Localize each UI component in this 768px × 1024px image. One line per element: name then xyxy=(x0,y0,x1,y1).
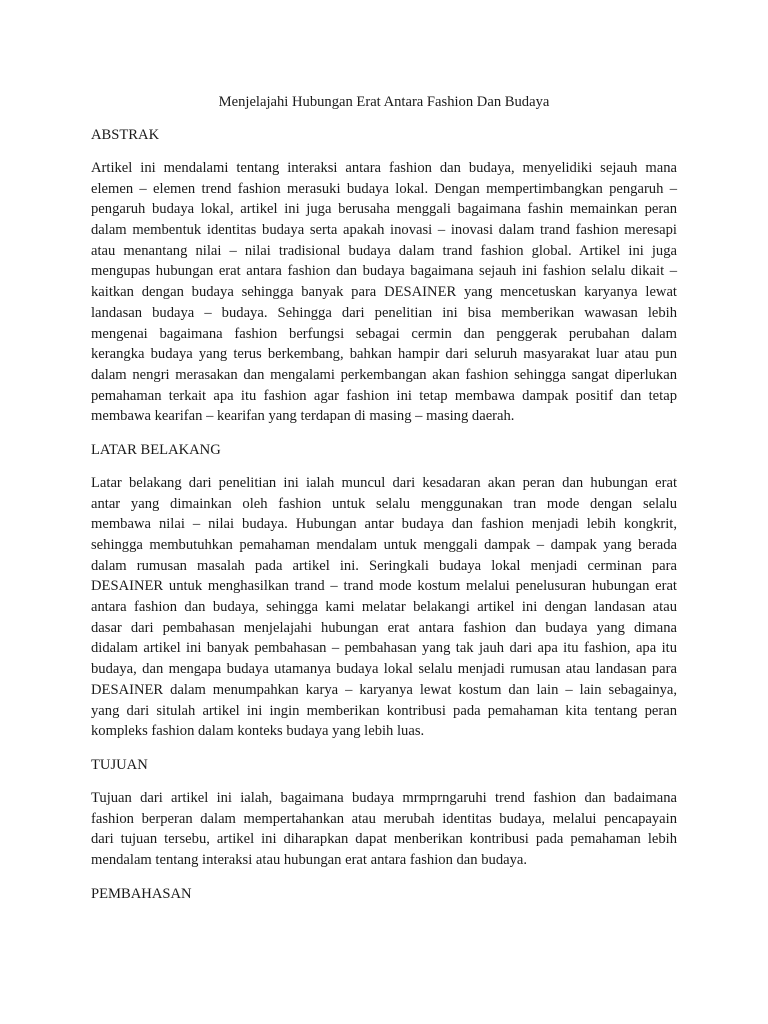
text-line: dari tujuan tersebu, artikel ini diharapkan dapat menberikan kontribusi pada pemahaman lebih xyxy=(91,831,677,848)
section-heading: PEMBAHASAN xyxy=(91,885,192,902)
text-line: dalam membentuk identitas budaya serta apakah inovasi – inovasi dalam trand fashion meresapi xyxy=(91,222,677,239)
text-line: fashion berperan dalam mempertahankan atau merubah identitas budaya, melalui pencapayain xyxy=(91,810,677,827)
section-paragraph xyxy=(91,158,677,427)
text-line: Artikel ini mendalami tentang interaksi antara fashion dan budaya, menyelidiki sejauh mana xyxy=(91,160,677,176)
text-line: didalam artikel ini banyak pembahasan – pembahasan yang tak jauh dari apa itu fashion, apa itu xyxy=(91,640,677,657)
text-line: budaya, dan mengapa budaya utamanya budaya lokal selalu menjadi rumusan atau landasan para xyxy=(91,661,677,678)
text-line: kaitkan dengan budaya sehingga banyak para DESAINER yang mencetuskan karyanya lewat xyxy=(91,284,677,301)
section-heading: LATAR BELAKANG xyxy=(91,441,221,458)
text-line: mengupas hubungan erat antara fashion dan budaya bagaimana sejauh ini fashion selalu dikait – xyxy=(91,263,677,280)
text-line: DESAINER dalam menumpahkan karya – karyanya lewat kostum dan lain – lain sebagainya, xyxy=(91,681,677,698)
text-line: yang dari situlah artikel ini ingin memberikan kontribusi pada pemahaman kita tentang peran xyxy=(91,702,677,719)
section-pembahasan xyxy=(91,884,677,904)
text-line: landasan budaya – budaya. Sehingga dari penelitian ini bisa memberikan wawasan lebih xyxy=(91,304,677,321)
section-paragraph xyxy=(91,473,677,742)
section-tujuan xyxy=(91,755,677,871)
text-line: mengenai bagaimana fashion berfungsi sebagai cermin dan penggerak perubahan dalam xyxy=(91,325,677,342)
text-line: atau menantang nilai – nilai tradisional budaya dalam trand fashion global. Artikel ini juga xyxy=(91,242,677,259)
text-line: dalam nengri merasakan dan mengalami perkembangan akan fashion sehingga sangat diperlukan xyxy=(91,366,677,383)
text-line: membawa kearifan – kearifan yang terdapan di masing – masing daerah. xyxy=(91,408,515,425)
text-line: antara fashion dan budaya, sehingga kami melatar belakangi artikel ini dengan landasan atau xyxy=(91,599,677,616)
text-line: sehingga membutuhkan pemahaman mendalam untuk menggali dampak – dampak yang berada xyxy=(91,537,677,553)
document-page xyxy=(91,92,677,917)
text-line: mendalam tentang interaksi atau hubungan erat antara fashion dan budaya. xyxy=(91,851,528,868)
text-line: Latar belakang dari penelitian ini ialah muncul dari kesadaran akan peran dan hubungan erat xyxy=(91,474,677,491)
text-line: DESAINER untuk menghasilkan trand – trand mode kostum melalui penelusuran hubungan erat xyxy=(91,578,677,595)
text-line: elemen – elemen trend fashion merasuki budaya lokal. Dengan mempertimbangkan pengaruh – xyxy=(91,180,677,197)
section-abstrak xyxy=(91,125,677,427)
text-line: Tujuan dari artikel ini ialah, bagaimana budaya mrmprngaruhi trend fashion dan badaimana xyxy=(91,789,677,806)
text-line: kerangka budaya yang terus berkembang, bahkan hampir dari seluruh masyarakat luar atau pun xyxy=(91,346,677,363)
text-line: antar yang dimainkan oleh fashion untuk selalu menggunakan tran mode dengan selalu xyxy=(91,495,677,512)
text-line: dalam rumusan masalah pada artikel ini. Seringkali budaya lokal menjadi cerminan para xyxy=(91,557,677,574)
text-line: dasar dari pembahasan menjelajahi hubungan erat antara fashion dan budaya yang dimana xyxy=(91,619,677,636)
section-latar-belakang xyxy=(91,440,677,742)
section-heading: TUJUAN xyxy=(91,756,148,773)
text-line: pengaruh budaya lokal, artikel ini juga berusaha menggali bagaimana fashin memainkan peran xyxy=(91,201,677,218)
document-title: Menjelajahi Hubungan Erat Antara Fashion Dan Budaya xyxy=(218,94,550,110)
text-line: membawa nilai – nilai budaya. Hubungan antar budaya dan fashion menjadi lebih kongkrit, xyxy=(91,516,677,533)
text-line: kompleks fashion dalam konteks budaya yang lebih luas. xyxy=(91,723,425,740)
text-line: pemahaman terkait apa itu fashion agar fashion ini tetap membawa dampak positif dan tetap xyxy=(91,387,677,404)
section-heading: ABSTRAK xyxy=(91,127,160,143)
section-paragraph xyxy=(91,788,677,871)
